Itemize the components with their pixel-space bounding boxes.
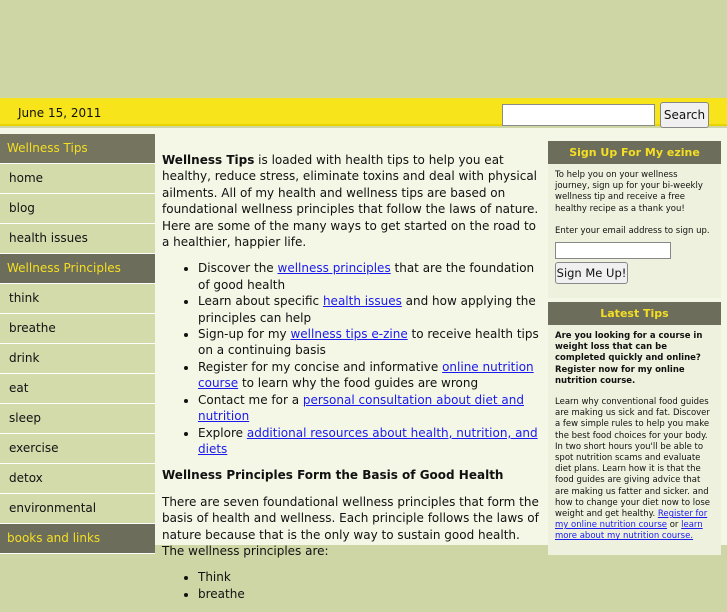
right-sidebar [548,141,721,555]
nav-item-home[interactable]: home [0,164,155,194]
nav-item-breathe[interactable]: breathe [0,314,155,344]
nav-item-sleep[interactable]: sleep [0,404,155,434]
nutrition-course-link[interactable]: online nutrition course [198,359,534,391]
search-button[interactable]: Search [660,102,709,128]
register-course-link[interactable]: Register for my online nutrition course [555,509,708,531]
principles-list [198,569,544,602]
nav-item-environmental[interactable]: environmental [0,494,155,524]
principles-paragraph: There are seven foundational wellness principles that form the basis of health and wellness. Each principle follows the laws of nature because that is the only way to sustain good health. The wellness principles are: [162,494,539,558]
ezine-link[interactable]: wellness tips e-zine [290,327,408,342]
nav-item-blog[interactable]: blog [0,194,155,224]
list-text: Contact me for a [198,392,303,407]
list-text: Register for my concise and informative [198,359,443,374]
learn-more-link[interactable]: learn more about my nutrition course. [555,520,703,542]
email-field[interactable] [555,242,671,259]
list-text: to learn why the food guides are wrong [238,376,479,391]
latest-tips-box [548,325,721,555]
list-text: and how applying the principles can help [198,294,536,325]
list-item [198,326,544,359]
nav-item-drink[interactable]: drink [0,344,155,374]
list-text: Explore [198,425,247,440]
list-item [198,260,544,293]
intro-bold: Wellness Tips [162,153,255,167]
latest-tips-connector: or [667,520,682,531]
list-item: • breathe [198,586,544,602]
nav-item-think[interactable]: think [0,284,155,314]
signup-text: To help you on your wellness journey, sign up for your bi-weekly wellness tip and receive a free healthy recipe as a thank you! [555,170,703,214]
nav-item-health-issues[interactable]: health issues [0,224,155,254]
list-text: Sign-up for my [198,327,291,342]
signup-title: Sign Up For My ezine [548,141,721,164]
list-text: that are the foundation of good health [198,261,535,292]
signup-prompt: Enter your email address to sign up. [555,225,710,236]
list-text: Learn about specific [198,294,323,309]
intro-text: is loaded with health tips to help you eat healthy, reduce stress, eliminate toxins and deal with physical ailments. All of my health and wellness tips are based on foundational wellness principles that follow the laws of nature. Here are some of the many ways to get started on the road to a healthier, happier life. [162,153,539,250]
nav-heading-wellness-tips[interactable]: Wellness Tips [0,134,155,164]
section-heading: Wellness Principles Form the Basis of Good Health [162,468,504,483]
health-issues-link[interactable]: health issues [322,294,402,309]
consultation-link[interactable]: personal consultation about diet and nutrition [198,392,524,424]
signup-box [548,164,721,298]
list-text: Discover the [198,261,278,276]
intro-paragraph [162,152,544,250]
nav-item-eat[interactable]: eat [0,374,155,404]
list-item [198,293,544,326]
tips-list [198,260,544,457]
list-item [198,425,544,458]
main-content [162,152,544,612]
list-item [198,359,544,392]
sign-up-button[interactable]: Sign Me Up! [555,262,628,284]
nav-item-detox[interactable]: detox [0,464,155,494]
wellness-principles-link[interactable]: wellness principles [277,261,391,276]
list-item [198,392,544,425]
latest-tips-title: Latest Tips [548,302,721,325]
latest-tips-text [555,397,714,543]
nav-heading-books-and-links[interactable]: books and links [0,524,155,554]
nav-heading-wellness-principles[interactable]: Wellness Principles [0,254,155,284]
current-date: June 15, 2011 [18,106,102,120]
latest-tips-bold: Are you looking for a course in weight loss that can be completed quickly and online? Register now for my online nutrition course. [555,331,703,386]
list-text: to receive health tips on a continuing basis [198,327,539,358]
latest-tips-body: Learn why conventional food guides are making us sick and fat. Discover a few simple rules to help you make the best food choices for your body. In two short hours you'll be able to spot nutrition scams and evaluate diet plans. Learn how it is that the food guides are giving advice that are making us fatter and sicker. and how to change your diet now to lose weight and get healthy. [555,397,710,520]
search-input[interactable] [502,104,655,126]
left-nav [0,134,155,554]
resources-link[interactable]: additional resources about health, nutrition, and diets [198,425,538,456]
nav-item-exercise[interactable]: exercise [0,434,155,464]
site-header [0,0,727,98]
list-item: • Think [198,569,544,585]
